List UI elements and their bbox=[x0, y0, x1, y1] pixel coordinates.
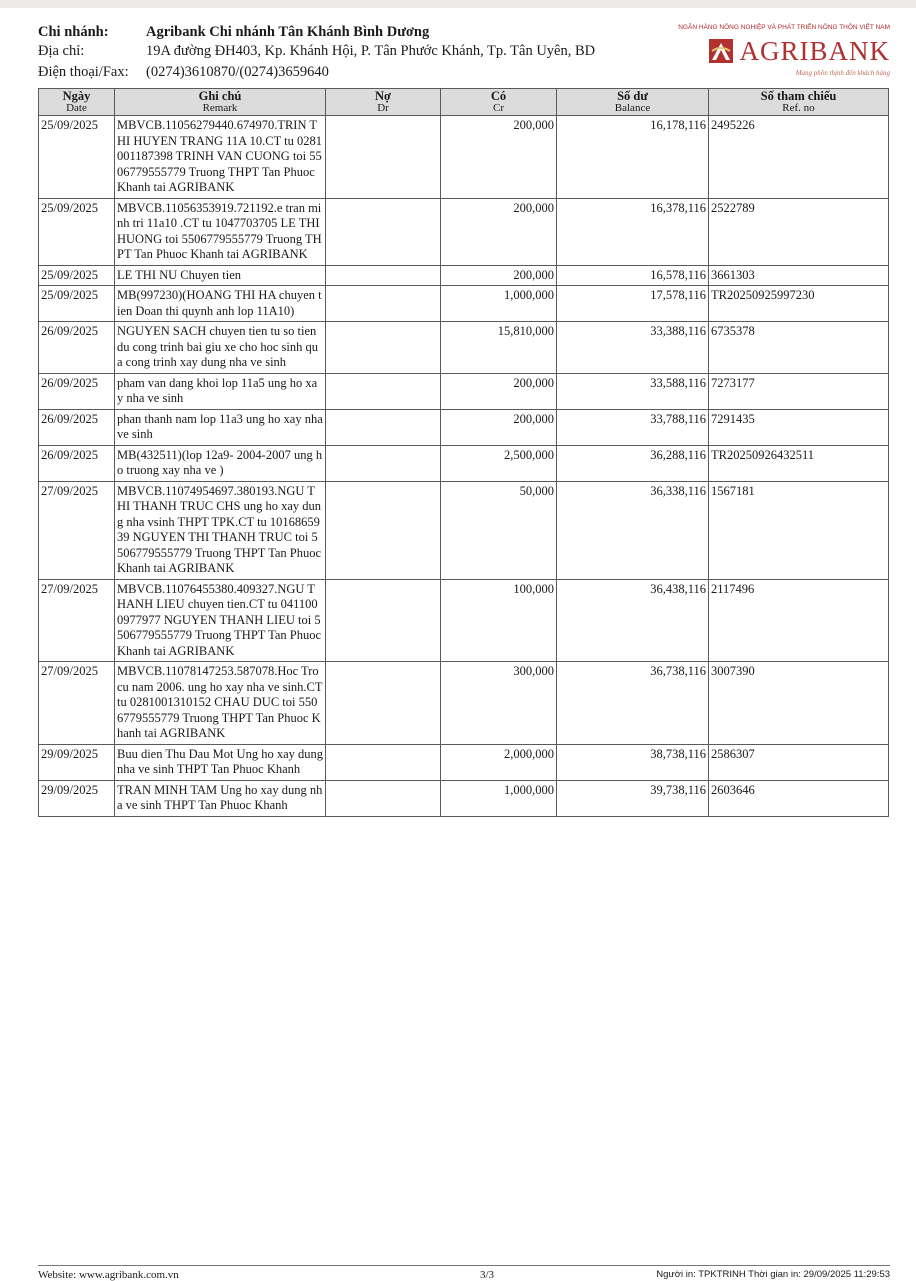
col-date: Ngày Date bbox=[39, 89, 115, 116]
row-date: 27/09/2025 bbox=[39, 579, 115, 662]
row-remark: pham van dang khoi lop 11a5 ung ho xay nha ve sinh bbox=[115, 373, 326, 409]
row-balance: 36,738,116 bbox=[557, 662, 709, 745]
row-ref: 2117496 bbox=[709, 579, 889, 662]
row-ref: TR20250925997230 bbox=[709, 286, 889, 322]
row-ref: 2586307 bbox=[709, 744, 889, 780]
row-balance: 16,578,116 bbox=[557, 265, 709, 286]
row-balance: 16,178,116 bbox=[557, 116, 709, 199]
row-credit: 15,810,000 bbox=[441, 322, 557, 374]
col-credit: Có Cr bbox=[441, 89, 557, 116]
row-debit bbox=[326, 409, 441, 445]
table-row bbox=[39, 198, 889, 265]
footer-website: Website: www.agribank.com.vn bbox=[38, 1269, 179, 1281]
page-edge bbox=[0, 0, 916, 8]
agribank-logo bbox=[709, 38, 890, 64]
row-remark: NGUYEN SACH chuyen tien tu so tien du cong trinh bai giu xe cho hoc sinh qua cong trinh xay dung nha ve sinh bbox=[115, 322, 326, 374]
table-body bbox=[39, 116, 889, 817]
row-ref: 7273177 bbox=[709, 373, 889, 409]
row-ref: 2495226 bbox=[709, 116, 889, 199]
row-ref: 1567181 bbox=[709, 481, 889, 579]
table-row bbox=[39, 116, 889, 199]
row-date: 25/09/2025 bbox=[39, 116, 115, 199]
table-row bbox=[39, 744, 889, 780]
row-remark: MBVCB.11078147253.587078.Hoc Tro cu nam 2006. ung ho xay nha ve sinh.CT tu 0281001310152 CHAU DUC toi 5506779555779 Truong THPT Tan Phuoc Khanh tai AGRIBANK bbox=[115, 662, 326, 745]
row-date: 26/09/2025 bbox=[39, 409, 115, 445]
row-credit: 200,000 bbox=[441, 373, 557, 409]
row-date: 27/09/2025 bbox=[39, 662, 115, 745]
row-ref: TR20250926432511 bbox=[709, 445, 889, 481]
row-remark: MBVCB.11074954697.380193.NGU THI THANH TRUC CHS ung ho xay dung nha vsinh THPT TPK.CT tu 1016865939 NGUYEN THI THANH TRUC toi 5506779555779 Truong THPT Tan Phuoc Khanh tai AGRIBANK bbox=[115, 481, 326, 579]
branch-name: Agribank Chi nhánh Tân Khánh Bình Dương bbox=[146, 24, 430, 40]
col-balance: Số dư Balance bbox=[557, 89, 709, 116]
row-credit: 2,500,000 bbox=[441, 445, 557, 481]
row-balance: 39,738,116 bbox=[557, 780, 709, 816]
row-ref: 2522789 bbox=[709, 198, 889, 265]
branch-phone: (0274)3610870/(0274)3659640 bbox=[146, 64, 329, 80]
table-row bbox=[39, 780, 889, 816]
row-credit: 50,000 bbox=[441, 481, 557, 579]
row-balance: 33,788,116 bbox=[557, 409, 709, 445]
branch-label: Chi nhánh: bbox=[38, 24, 109, 40]
row-date: 26/09/2025 bbox=[39, 322, 115, 374]
row-date: 27/09/2025 bbox=[39, 481, 115, 579]
agribank-logo-mark-icon bbox=[709, 39, 733, 63]
row-remark: TRAN MINH TAM Ung ho xay dung nha ve sinh THPT Tan Phuoc Khanh bbox=[115, 780, 326, 816]
row-date: 29/09/2025 bbox=[39, 780, 115, 816]
row-date: 25/09/2025 bbox=[39, 265, 115, 286]
phone-label: Điện thoại/Fax: bbox=[38, 64, 129, 80]
table-row bbox=[39, 579, 889, 662]
row-remark: MB(997230)(HOANG THI HA chuyen tien Doan thi quynh anh lop 11A10) bbox=[115, 286, 326, 322]
col-debit: Nợ Dr bbox=[326, 89, 441, 116]
logo-name: AGRIBANK bbox=[739, 36, 890, 66]
address-row bbox=[38, 43, 595, 60]
branch-address: 19A đường ĐH403, Kp. Khánh Hội, P. Tân Phước Khánh, Tp. Tân Uyên, BD bbox=[146, 43, 596, 59]
table-row bbox=[39, 286, 889, 322]
row-balance: 36,288,116 bbox=[557, 445, 709, 481]
row-debit bbox=[326, 780, 441, 816]
row-ref: 3007390 bbox=[709, 662, 889, 745]
row-balance: 38,738,116 bbox=[557, 744, 709, 780]
row-ref: 7291435 bbox=[709, 409, 889, 445]
row-debit bbox=[326, 286, 441, 322]
footer-page-number: 3/3 bbox=[480, 1269, 495, 1281]
logo-tagline: NGÂN HÀNG NÔNG NGHIỆP VÀ PHÁT TRIỂN NÔNG THÔN VIỆT NAM bbox=[678, 24, 890, 31]
row-remark: LE THI NU Chuyen tien bbox=[115, 265, 326, 286]
transaction-table bbox=[38, 88, 889, 817]
address-label: Địa chỉ: bbox=[38, 43, 85, 59]
table-row bbox=[39, 373, 889, 409]
row-debit bbox=[326, 481, 441, 579]
row-remark: MBVCB.11056279440.674970.TRIN THI HUYEN TRANG 11A 10.CT tu 0281001187398 TRINH VAN CUONG toi 5506779555779 Truong THPT Tan Phuoc Khanh tai AGRIBANK bbox=[115, 116, 326, 199]
row-date: 25/09/2025 bbox=[39, 198, 115, 265]
row-ref: 6735378 bbox=[709, 322, 889, 374]
row-date: 25/09/2025 bbox=[39, 286, 115, 322]
row-balance: 33,388,116 bbox=[557, 322, 709, 374]
phone-row bbox=[38, 64, 329, 81]
row-credit: 300,000 bbox=[441, 662, 557, 745]
row-credit: 200,000 bbox=[441, 265, 557, 286]
row-remark: MBVCB.11056353919.721192.e tran minh tri 11a10 .CT tu 1047703705 LE THI HUONG toi 5506779555779 Truong THPT Tan Phuoc Khanh tai AGRIBANK bbox=[115, 198, 326, 265]
row-debit bbox=[326, 662, 441, 745]
row-date: 26/09/2025 bbox=[39, 373, 115, 409]
row-credit: 200,000 bbox=[441, 409, 557, 445]
table-row bbox=[39, 409, 889, 445]
footer-divider bbox=[38, 1265, 890, 1266]
row-debit bbox=[326, 198, 441, 265]
table-header bbox=[39, 89, 889, 116]
row-balance: 36,438,116 bbox=[557, 579, 709, 662]
row-balance: 36,338,116 bbox=[557, 481, 709, 579]
table-row bbox=[39, 265, 889, 286]
row-debit bbox=[326, 116, 441, 199]
col-ref: Số tham chiếu Ref. no bbox=[709, 89, 889, 116]
table-row bbox=[39, 662, 889, 745]
table-row bbox=[39, 445, 889, 481]
table-row bbox=[39, 322, 889, 374]
row-credit: 1,000,000 bbox=[441, 780, 557, 816]
row-debit bbox=[326, 265, 441, 286]
row-debit bbox=[326, 445, 441, 481]
row-ref: 2603646 bbox=[709, 780, 889, 816]
row-debit bbox=[326, 322, 441, 374]
row-remark: MB(432511)(lop 12a9- 2004-2007 ung ho truong xay nha ve ) bbox=[115, 445, 326, 481]
col-remark: Ghi chú Remark bbox=[115, 89, 326, 116]
row-credit: 100,000 bbox=[441, 579, 557, 662]
row-credit: 2,000,000 bbox=[441, 744, 557, 780]
row-debit bbox=[326, 579, 441, 662]
row-credit: 200,000 bbox=[441, 198, 557, 265]
row-credit: 200,000 bbox=[441, 116, 557, 199]
row-balance: 33,588,116 bbox=[557, 373, 709, 409]
branch-row bbox=[38, 24, 429, 41]
row-date: 29/09/2025 bbox=[39, 744, 115, 780]
row-remark: phan thanh nam lop 11a3 ung ho xay nha ve sinh bbox=[115, 409, 326, 445]
row-balance: 16,378,116 bbox=[557, 198, 709, 265]
table-row bbox=[39, 481, 889, 579]
row-balance: 17,578,116 bbox=[557, 286, 709, 322]
row-remark: MBVCB.11076455380.409327.NGU THANH LIEU chuyen tien.CT tu 0411000977977 NGUYEN THANH LIEU toi 5506779555779 Truong THPT Tan Phuoc Khanh tai AGRIBANK bbox=[115, 579, 326, 662]
row-credit: 1,000,000 bbox=[441, 286, 557, 322]
logo-slogan: Mang phồn thịnh đến khách hàng bbox=[795, 69, 890, 77]
row-remark: Buu dien Thu Dau Mot Ung ho xay dung nha ve sinh THPT Tan Phuoc Khanh bbox=[115, 744, 326, 780]
row-debit bbox=[326, 373, 441, 409]
row-ref: 3661303 bbox=[709, 265, 889, 286]
row-date: 26/09/2025 bbox=[39, 445, 115, 481]
footer-printed-by: Người in: TPKTRINH Thời gian in: 29/09/2025 11:29:53 bbox=[656, 1269, 890, 1280]
row-debit bbox=[326, 744, 441, 780]
